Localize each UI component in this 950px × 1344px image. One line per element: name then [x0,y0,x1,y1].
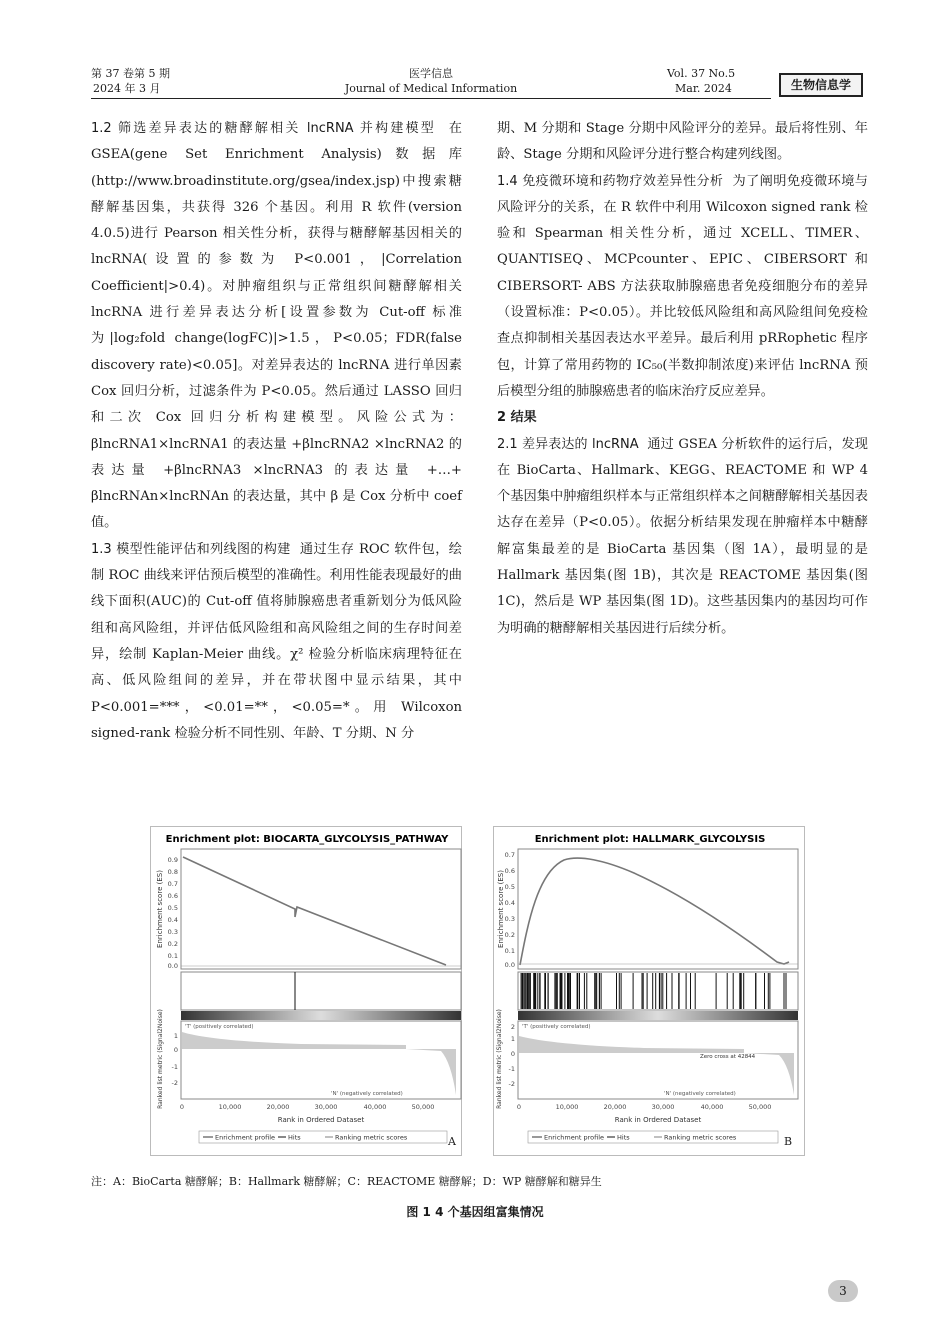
figure-caption: 图 1 4 个基因组富集情况 [406,1205,544,1219]
es-tick: 0.6 [167,892,178,900]
enrichment-profile-line [520,858,789,965]
x-tick: 30,000 [651,1103,675,1111]
es-ylabel: Enrichment score (ES) [156,870,164,948]
figure-panel-b [493,826,805,1156]
legend-enrichment: Enrichment profile [215,1133,275,1142]
legend-enrichment: Enrichment profile [544,1133,604,1142]
x-tick: 10,000 [218,1103,242,1111]
es-frame [518,849,798,969]
pos-label: 'T' (positively correlated) [185,1024,254,1030]
es-tick: 0.0 [504,961,515,969]
metric-y-ticks [509,1023,515,1088]
metric-area-negative [406,1049,456,1095]
es-tick: 0.8 [167,868,178,876]
figure-panel-a [150,826,462,1156]
es-tick: 0.1 [167,952,178,960]
plot-title: Enrichment plot: HALLMARK_GLYCOLYSIS [534,834,766,845]
page-number: 3 [828,1280,858,1302]
volume-cn: 第 37 卷第 5 期 [91,67,170,80]
legend-hits: Hits [288,1133,301,1142]
paragraph-text: 在 GSEA(gene Set Enrichment Analysis)数据库(http://www.broadinstitute.org/gsea/index.jsp)中搜索糖酵解基因集，共获得 326 个基因。利用 R 软件(version 4.0.5)进行 Pearson 相关性分析，获得与糖酵解基因相关的 lncRNA(设置的参数为 P<0.001，|Correlation Coefficient|>0.4)。对肿瘤组织与正常组织间糖酵解相关 lncRNA 进行差异表达分析[设置参数为 Cut-off 标准为|log₂fold change(logFC)|>1.5，P<0.05；FDR(false discovery rate)<0.05]。对差异表达的 lncRNA 进行单因素 Cox 回归分析，过滤条件为 P<0.05。然后通过 LASSO 回归和二次 Cox 回归分析构建模型。风险公式为：βlncRNA1×lncRNA1 的表达量 +βlncRNA2 ×lncRNA2 的表达量 +βlncRNA3 ×lncRNA3 的表达量 +…+ βlncRNAn×lncRNAn 的表达量，其中 β 是 Cox 分析中 coef 值。 [91,121,462,531]
rank-heat-bar [181,1011,461,1020]
pos-label: 'T' (positively correlated) [522,1024,591,1030]
paragraph-text: 期、M 分期和 Stage 分期中风险评分的差异。最后将性别、年龄、Stage 分期和风险评分进行整合构建列线图。 [497,121,868,163]
header-right [667,66,735,96]
gsea-plot-b [494,827,806,1157]
right-column [497,116,868,642]
paragraph-1-2 [91,116,462,537]
metric-frame [518,1021,798,1099]
metric-y-ticks [172,1032,178,1087]
x-tick: 40,000 [700,1103,724,1111]
metric-area-positive [519,1036,744,1053]
metric-area-positive [182,1032,406,1049]
paragraph-text: 为了阐明免疫微环境与风险评分的关系，在 R 软件中利用 Wilcoxon signed rank 检验和 Spearman 相关性分析，通过 XCELL、TIMER、QUANTISEQ、MCPcounter、EPIC、CIBERSORT 和 CIBERSORT- ABS 方法获取肺腺癌患者免疫细胞分布的差异（设置标准：P<0.05）。并比较低风险组和高风险组间免疫检查点抑制相关基因表达水平差异。最后利用 pRRophetic 程序包，计算了常用药物的 IC₅₀(半数抑制浓度)来评估 lncRNA 预后模型分组的肺腺癌患者的临床治疗反应差异。 [497,173,868,399]
es-tick: 0.6 [504,867,515,875]
x-axis-label: Rank in Ordered Dataset [277,1116,365,1124]
es-tick: 0.2 [167,940,178,948]
es-tick: 0.3 [167,928,178,936]
legend-ranking: Ranking metric scores [664,1133,737,1142]
header-divider [91,98,771,99]
x-tick: 0 [516,1103,522,1111]
x-tick: 40,000 [363,1103,387,1111]
section-heading-results: 2 结果 [497,410,537,426]
es-tick: 0.5 [504,883,515,891]
subsection-heading: 1.3 模型性能评估和列线图的构建 [91,541,291,557]
x-tick: 50,000 [411,1103,435,1111]
es-y-ticks [505,851,515,969]
left-column [91,116,462,747]
metric-tick: -1 [508,1065,515,1073]
neg-label: 'N' (negatively correlated) [664,1091,736,1097]
paragraph-continued [497,116,868,169]
es-tick: 0.5 [167,904,178,912]
panel-label-b: B [783,1135,793,1148]
es-y-ticks [168,856,178,970]
x-tick: 0 [179,1103,185,1111]
section-badge: 生物信息学 [779,73,863,97]
es-tick: 0.4 [167,916,178,924]
panel-label-a: A [448,1135,456,1148]
es-tick: 0.9 [167,856,178,864]
metric-tick: -2 [171,1079,178,1087]
paragraph-text: 通过 GSEA 分析软件的运行后，发现在 BioCarta、Hallmark、KEGG、REACTOME 和 WP 4 个基因集中肿瘤组织样本与正常组织样本之间糖酵解相关基因表达存在差异（P<0.05）。依据分析结果发现在肿瘤样本中糖酵解富集最差的是 BioCarta 基因集（图 1A），最明显的是 Hallmark 基因集(图 1B)，其次是 REACTOME 基因集(图 1C)，然后是 WP 基因集(图 1D)。这些基因集内的基因均可作为明确的糖酵解相关基因进行后续分析。 [497,436,868,636]
es-tick: 0.4 [504,899,515,907]
paragraph-2-1 [497,432,868,642]
x-tick: 10,000 [555,1103,579,1111]
es-tick: 0.7 [504,851,515,859]
journal-en: Journal of Medical Information [344,82,518,95]
es-tick: 0.3 [504,915,515,923]
paragraph-1-3 [91,537,462,747]
journal-cn: 医学信息 [409,67,453,80]
subsection-heading: 1.2 筛选差异表达的糖酵解相关 lncRNA 并构建模型 [91,121,436,136]
x-tick: 50,000 [748,1103,772,1111]
es-tick: 0.7 [167,880,178,888]
metric-frame [181,1021,461,1099]
metric-ylabel: Ranked list metric (Signal2Noise) [157,1009,164,1109]
metric-tick: 1 [510,1035,515,1043]
figure-note: 注：A：BioCarta 糖酵解；B：Hallmark 糖酵解；C：REACTOME 糖酵解；D：WP 糖酵解和糖异生 [91,1175,602,1188]
metric-tick: 2 [510,1023,515,1031]
zero-cross-label: Zero cross at 42844 [700,1054,756,1060]
x-ticks [180,1103,434,1111]
gsea-plot-a [151,827,463,1157]
paragraph-1-4 [497,169,868,406]
es-tick: 0.0 [167,962,178,970]
subsection-heading: 2.1 差异表达的 lncRNA [497,436,639,452]
enrichment-profile-line [183,857,446,965]
legend-ranking: Ranking metric scores [335,1133,408,1142]
x-tick: 20,000 [266,1103,290,1111]
volume-en: Vol. 37 No.5 [667,67,736,80]
metric-tick: -2 [508,1080,515,1088]
paragraph-text: 通过生存 ROC 软件包，绘制 ROC 曲线来评估预后模型的准确性。利用性能表现最好的曲线下面积(AUC)的 Cut-off 值将肺腺癌患者重新划分为低风险组和高风险组，并评估低风险组和高风险组之间的生存时间差异，绘制 Kaplan-Meier 曲线。χ² 检验分析临床病理特征在高、低风险组间的差异，并在带状图中显示结果，其中 P<0.001=***，<0.01=**，<0.05=*。用 Wilcoxon signed-rank 检验分析不同性别、年龄、T 分期、N 分 [91,541,462,741]
plot-title: Enrichment plot: BIOCARTA_GLYCOLYSIS_PATHWAY [165,834,449,845]
neg-label: 'N' (negatively correlated) [331,1091,403,1097]
date-cn: 2024 年 3 月 [93,82,161,95]
metric-tick: 1 [173,1032,178,1040]
metric-tick: 0 [173,1046,178,1054]
x-tick: 20,000 [603,1103,627,1111]
metric-ylabel: Ranked list metric (Signal2Noise) [496,1009,503,1109]
rank-heat-bar [518,1011,798,1020]
metric-tick: 0 [510,1050,515,1058]
legend-hits: Hits [617,1133,630,1142]
hits-frame [181,972,461,1010]
es-tick: 0.2 [504,931,515,939]
es-ylabel: Enrichment score (ES) [497,870,505,948]
x-tick: 30,000 [314,1103,338,1111]
x-ticks [517,1103,771,1111]
es-tick: 0.1 [504,947,515,955]
x-axis-label: Rank in Ordered Dataset [614,1116,702,1124]
es-frame [181,849,461,969]
page-header [91,64,861,100]
date-en: Mar. 2024 [675,82,732,95]
subsection-heading: 1.4 免疫微环境和药物疗效差异性分析 [497,173,724,189]
metric-tick: -1 [171,1063,178,1071]
